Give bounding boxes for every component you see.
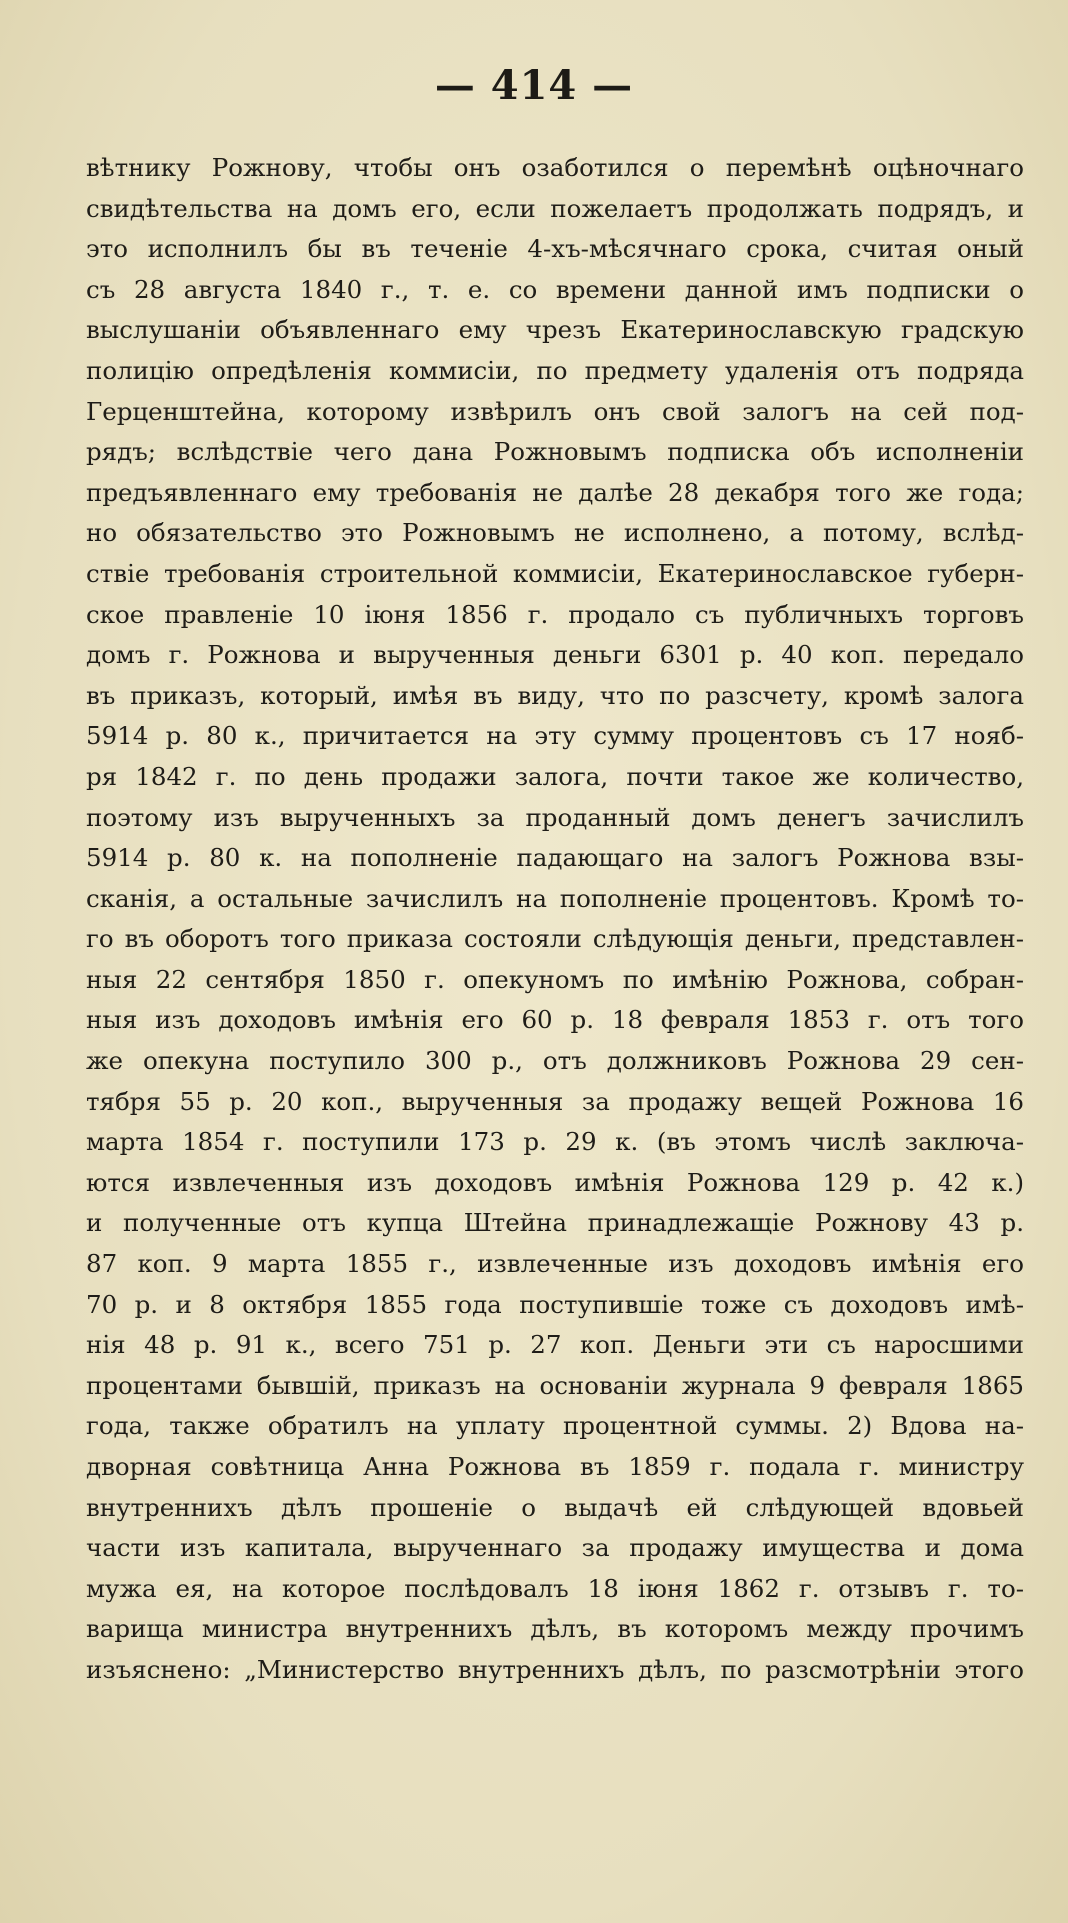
- text-line: предъявленнаго ему требованія не далѣе 28 декабря того же года;: [86, 477, 1024, 507]
- text-line: 87 коп. 9 марта 1855 г., извлеченные изъ доходовъ имѣнія его: [86, 1249, 1024, 1279]
- text-line: 70 р. и 8 октября 1855 года поступившіе тоже съ доходовъ имѣ-: [86, 1289, 1024, 1319]
- text-line: нія 48 р. 91 к., всего 751 р. 27 коп. Деньги эти съ наросшими: [86, 1330, 1024, 1360]
- text-line: го въ оборотъ того приказа состояли слѣдующія деньги, представлен-: [86, 924, 1024, 954]
- text-line: 5914 р. 80 к. на пополненіе падающаго на залогъ Рожнова взы-: [86, 843, 1024, 873]
- text-line: ныя изъ доходовъ имѣнія его 60 р. 18 февраля 1853 г. отъ того: [86, 1005, 1024, 1035]
- text-line: въ приказъ, который, имѣя въ виду, что по разсчету, кромѣ залога: [86, 680, 1024, 710]
- text-line: мужа ея, на которое послѣдовалъ 18 іюня 1862 г. отзывъ г. то-: [86, 1573, 1024, 1603]
- text-line: ское правленіе 10 іюня 1856 г. продало съ публичныхъ торговъ: [86, 599, 1024, 629]
- text-line: домъ г. Рожнова и вырученныя деньги 6301 р. 40 коп. передало: [86, 640, 1024, 670]
- text-line: съ 28 августа 1840 г., т. е. со времени данной имъ подписки о: [86, 274, 1024, 304]
- text-line: дворная совѣтница Анна Рожнова въ 1859 г. подала г. министру: [86, 1452, 1024, 1481]
- text-line: 5914 р. 80 к., причитается на эту сумму процентовъ съ 17 нояб-: [86, 721, 1024, 751]
- page-number: — 414 —: [434, 62, 634, 109]
- text-line: сканія, а остальные зачислилъ на пополненіе процентовъ. Кромѣ то-: [86, 883, 1024, 913]
- text-line: поэтому изъ вырученныхъ за проданный домъ денегъ зачислилъ: [86, 802, 1024, 832]
- text-line: варища министра внутреннихъ дѣлъ, въ которомъ между прочимъ: [86, 1614, 1024, 1644]
- text-line: изъяснено: „Министерство внутреннихъ дѣлъ, по разсмотрѣніи этого: [86, 1654, 1024, 1684]
- body-text: [86, 148, 1024, 1691]
- text-line: года, также обратилъ на уплату процентной суммы. 2) Вдова на-: [86, 1411, 1024, 1441]
- text-line: рядъ; вслѣдствіе чего дана Рожновымъ подписка объ исполненіи: [86, 437, 1024, 467]
- text-line: свидѣтельства на домъ его, если пожелаетъ продолжать подрядъ, и: [86, 193, 1024, 223]
- text-line: тября 55 р. 20 коп., вырученныя за продажу вещей Рожнова 16: [86, 1086, 1024, 1116]
- text-line: вѣтнику Рожнову, чтобы онъ озаботился о перемѣнѣ оцѣночнаго: [86, 153, 1024, 182]
- text-line: процентами бывшій, приказъ на основаніи журнала 9 февраля 1865: [86, 1370, 1024, 1400]
- text-line: ются извлеченныя изъ доходовъ имѣнія Рожнова 129 р. 42 к.): [86, 1167, 1024, 1197]
- text-line: марта 1854 г. поступили 173 р. 29 к. (въ этомъ числѣ заключа-: [86, 1127, 1024, 1157]
- text-line: это исполнилъ бы въ теченіе 4-хъ-мѣсячнаго срока, считая оный: [86, 234, 1024, 264]
- text-line: полицію опредѣленія коммисіи, по предмету удаленія отъ подряда: [86, 355, 1024, 385]
- text-line: выслушаніи объявленнаго ему чрезъ Екатеринославскую градскую: [86, 315, 1024, 345]
- text-line: и полученные отъ купца Штейна принадлежащіе Рожнову 43 р.: [86, 1208, 1024, 1238]
- text-line: внутреннихъ дѣлъ прошеніе о выдачѣ ей слѣдующей вдовьей: [86, 1492, 1024, 1522]
- text-line: ря 1842 г. по день продажи залога, почти такое же количество,: [86, 761, 1024, 791]
- text-line: же опекуна поступило 300 р., отъ должниковъ Рожнова 29 сен-: [86, 1046, 1024, 1076]
- text-line: части изъ капитала, вырученнаго за продажу имущества и дома: [86, 1533, 1024, 1563]
- text-line: ныя 22 сентября 1850 г. опекуномъ по имѣнію Рожнова, собран-: [86, 964, 1024, 994]
- text-line: ствіе требованія строительной коммисіи, Екатеринославское губерн-: [86, 558, 1024, 588]
- text-line: Герценштейна, которому извѣрилъ онъ свой залогъ на сей под-: [86, 396, 1024, 426]
- text-line: но обязательство это Рожновымъ не исполнено, а потому, вслѣд-: [86, 518, 1024, 548]
